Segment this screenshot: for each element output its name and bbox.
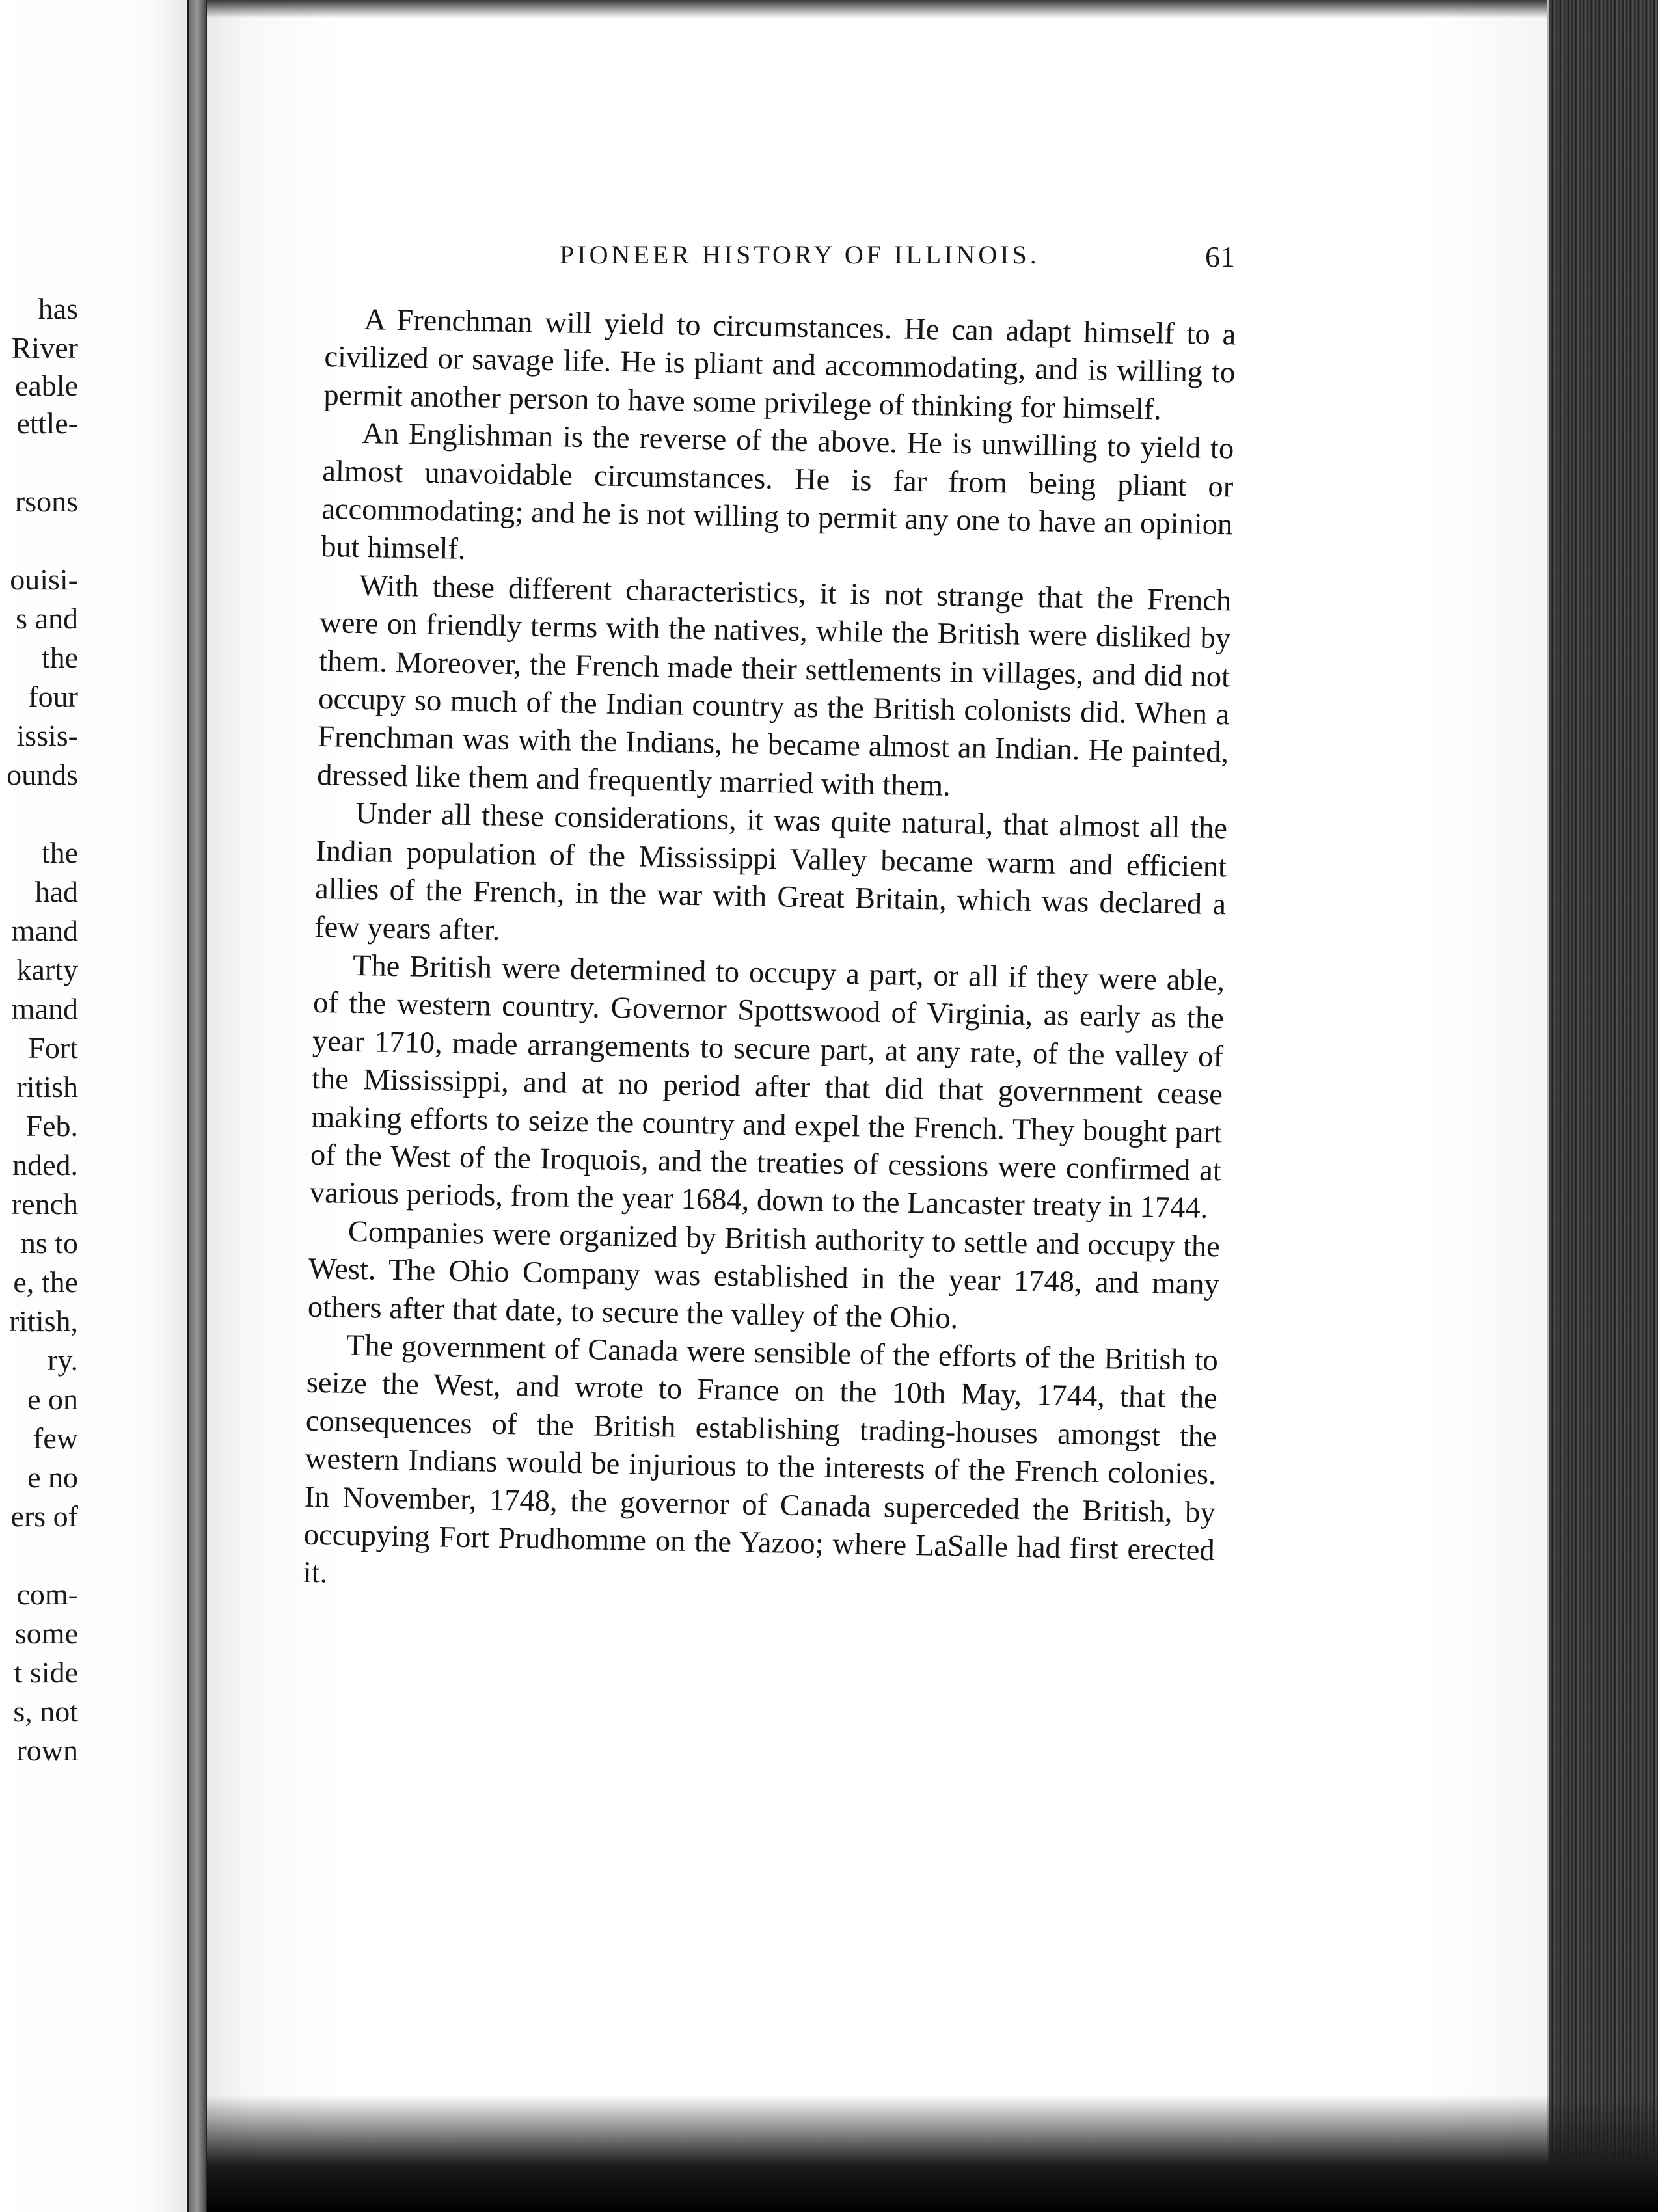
facing-page-line: ritish — [16, 1070, 78, 1103]
facing-page-line: ry. — [48, 1343, 78, 1377]
facing-page-line: s, not — [13, 1695, 78, 1728]
facing-page-line: e, the — [13, 1265, 78, 1299]
body-text — [303, 301, 1236, 1608]
facing-page-line: ns to — [20, 1226, 78, 1260]
paragraph: A Frenchman will yield to circumstances. He can adapt himself to a civilized or savage life. He is pliant and accommodating, and is willing to permit another person to have some privilege of thinking for himself. — [323, 303, 1236, 427]
facing-page-line: issis- — [16, 719, 78, 752]
paragraph: Under all these considerations, it was quite natural, that almost all the Indian population of the Mississippi Valley became warm and efficient allies of the French, in the war with Great Britain, which was declared a few years after. — [314, 797, 1228, 947]
facing-page-line: Feb. — [25, 1109, 78, 1142]
facing-page-line: rown — [16, 1734, 78, 1767]
facing-page-text — [0, 0, 189, 2212]
paragraph: The government of Canada were sensible of the efforts of the British to seize the West, and wrote to France on the 10th May, 1744, that the consequences of the British establishing trading-houses amongst the western Indians would be injurious to the interests of the French colonies. In November, 1748, the governor of Canada superceded the British, by occupying Fort Prudhomme on the Yazoo; where LaSalle had first erected it. — [303, 1329, 1219, 1590]
facing-page-line: rench — [11, 1187, 78, 1221]
facing-page-line: nded. — [12, 1148, 78, 1181]
facing-page-line: e no — [27, 1461, 78, 1494]
running-head: PIONEER HISTORY OF ILLINOIS. — [560, 240, 1040, 269]
paragraph: The British were determined to occupy a part, or all if they were able, of the western country. Governor Spottswood of Virginia, as early as the year 1710, made arrangements to secure part, at any rate, of the valley of the Mississippi, and at no period after that did that government cease making efforts to seize the country and expel the French. They bought part of the West of the Iroquois, and the treaties of cessions were confirmed at various periods, from the year 1684, down to the Lancaster treaty in 1744. — [309, 949, 1225, 1226]
facing-page-line: mand — [11, 914, 78, 947]
facing-page-line: ers of — [10, 1500, 78, 1533]
facing-page — [0, 0, 189, 2212]
facing-page-line: t side — [14, 1656, 78, 1689]
facing-page-line: ouisi- — [10, 563, 78, 596]
facing-page-line: some — [14, 1617, 78, 1650]
facing-page-line: ritish, — [8, 1304, 78, 1338]
facing-page-line: River — [11, 331, 78, 364]
facing-page-line: had — [34, 875, 78, 908]
page-number: 61 — [1205, 240, 1235, 273]
facing-page-line: com- — [16, 1578, 78, 1611]
facing-page-line: ettle- — [16, 407, 78, 440]
facing-page-line: the — [41, 836, 78, 869]
facing-page-line: ounds — [7, 758, 78, 791]
paragraph: Companies were organized by British authority to settle and occupy the West. The Ohio Company was established in the year 1748, and many others after that date, to secure the valley of the Ohio. — [307, 1215, 1221, 1335]
facing-page-line: has — [38, 292, 78, 325]
facing-page-line: four — [28, 680, 78, 713]
gutter-edge — [189, 0, 206, 2212]
facing-page-line: rsons — [14, 485, 78, 518]
top-edge-shadow — [207, 0, 1560, 18]
facing-page-line: Fort — [28, 1031, 78, 1064]
facing-page-line: mand — [11, 992, 78, 1025]
bottom-edge-shadow — [207, 2095, 1658, 2212]
page-edge-stack — [1549, 0, 1658, 2212]
facing-page-line: s and — [16, 602, 78, 635]
facing-page-line: e on — [27, 1382, 78, 1416]
facing-page-line: karty — [16, 953, 78, 986]
facing-page-line: eable — [14, 369, 78, 402]
facing-page-line: few — [33, 1422, 78, 1455]
paragraph: With these different characteristics, it is not strange that the French were on friendly terms with the natives, while the British were disliked by them. Moreover, the French made their settlements in villages, and did not occupy so much of the Indian country as the British colonists did. When a Frenchman was with the Indians, he became almost an Indian. He painted, dressed like them and frequently married with them. — [316, 569, 1232, 803]
facing-page-line: the — [41, 641, 78, 674]
paragraph: An Englishman is the reverse of the above. He is unwilling to yield to almost unavoidable circumstances. He is far from being pliant or accommodating; and he is not willing to permit any one to have an opinion but himself. — [320, 417, 1234, 567]
